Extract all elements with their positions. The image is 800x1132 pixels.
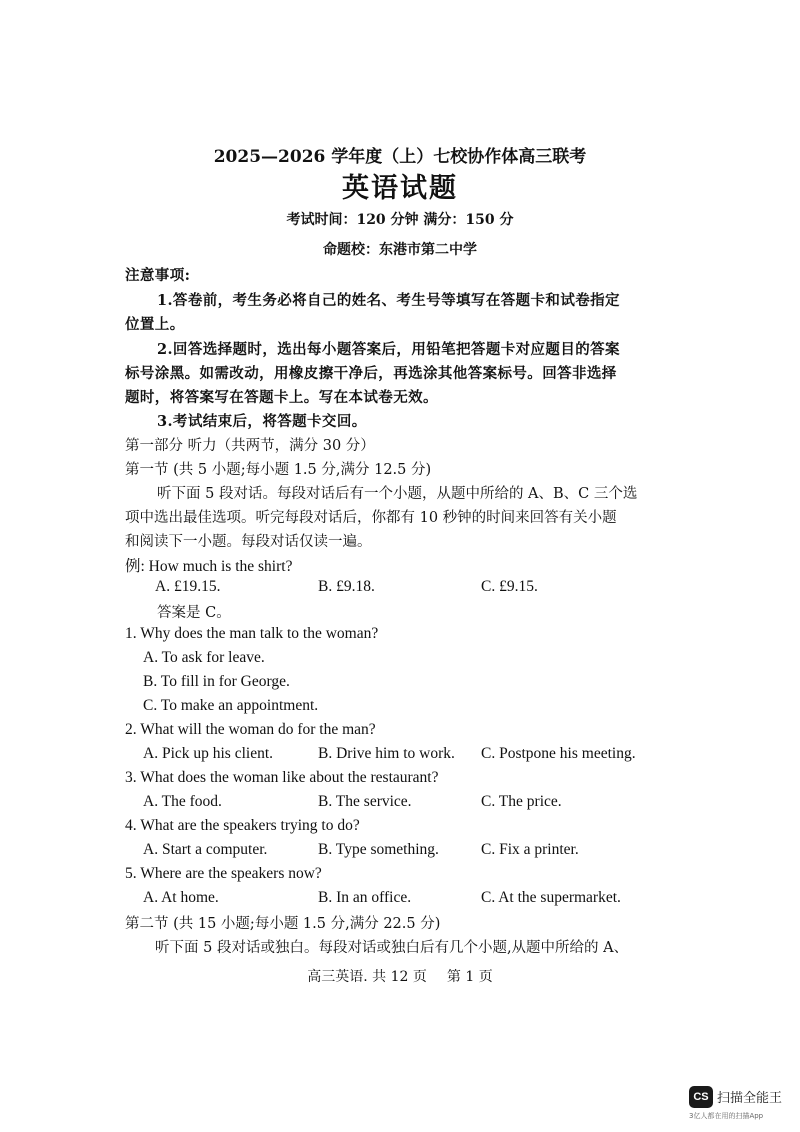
example-option-c: C. £9.15. — [481, 578, 538, 595]
q3-option-c: C. The price. — [481, 793, 562, 810]
example-answer: 答案是 C。 — [157, 605, 231, 621]
q2-option-a: A. Pick up his client. — [143, 745, 274, 762]
footer-page-number: 第 1 页 — [446, 969, 493, 985]
q1-option-c: C. To make an appointment. — [143, 697, 319, 714]
notice-line: 1.答卷前，考生务必将自己的姓名、考生号等填写在答题卡和试卷指定 — [157, 292, 620, 309]
notice-line: 2.回答选择题时，选出每小题答案后，用铅笔把答题卡对应题目的答案 — [157, 341, 620, 358]
notice-heading: 注意事项: — [125, 267, 191, 284]
watermark-tagline: 3亿人都在用的扫描App — [689, 1112, 764, 1120]
q1-option-b: B. To fill in for George. — [143, 673, 290, 690]
camscanner-logo-icon: CS — [689, 1086, 713, 1108]
exam-info: 考试时间：120 分钟 满分：150 分 — [286, 212, 514, 228]
q4-option-c: C. Fix a printer. — [481, 841, 579, 858]
q3-option-a: A. The food. — [143, 793, 222, 810]
exam-title: 2025—2026 学年度（上）七校协作体高三联考 — [213, 147, 587, 167]
question-3: 3. What does the woman like about the restaurant? — [125, 769, 439, 786]
notice-line: 标号涂黑。如需改动，用橡皮擦干净后，再选涂其他答案标号。回答非选择 — [125, 365, 617, 382]
q4-option-b: B. Type something. — [318, 841, 439, 858]
question-1: 1. Why does the man talk to the woman? — [125, 625, 379, 642]
question-4: 4. What are the speakers trying to do? — [125, 817, 360, 834]
q4-option-a: A. Start a computer. — [143, 841, 268, 858]
watermark-app-name: 扫描全能王 — [717, 1091, 783, 1106]
page-footer — [0, 966, 800, 986]
example-question: 例: How much is the shirt? — [125, 558, 293, 575]
question-5: 5. Where are the speakers now? — [125, 865, 322, 882]
section1-instruction: 听下面 5 段对话。每段对话后有一个小题，从题中所给的 A、B、C 三个选 — [157, 486, 638, 502]
subject-title: 英语试题 — [342, 173, 458, 204]
section2-instruction: 听下面 5 段对话或独白。每段对话或独白后有几个小题,从题中所给的 A、 — [155, 940, 629, 956]
part1-heading: 第一部分 听力（共两节，满分 30 分） — [125, 438, 375, 454]
section1-instruction: 和阅读下一小题。每段对话仅读一遍。 — [125, 534, 372, 550]
notice-line: 题时，将答案写在答题卡上。写在本试卷无效。 — [125, 389, 438, 406]
example-option-a: A. £19.15. — [155, 578, 221, 595]
setter-school: 命题校：东港市第二中学 — [323, 242, 477, 258]
notice-line: 位置上。 — [125, 316, 185, 333]
section1-heading: 第一节 (共 5 小题;每小题 1.5 分,满分 12.5 分) — [125, 462, 432, 478]
q2-option-b: B. Drive him to work. — [318, 745, 455, 762]
section2-heading: 第二节 (共 15 小题;每小题 1.5 分,满分 22.5 分) — [125, 916, 441, 932]
example-option-b: B. £9.18. — [318, 578, 375, 595]
footer-subject-pages: 高三英语. 共 12 页 — [307, 969, 427, 985]
q1-option-a: A. To ask for leave. — [143, 649, 265, 666]
q5-option-b: B. In an office. — [318, 889, 412, 906]
q5-option-a: A. At home. — [143, 889, 219, 906]
question-2: 2. What will the woman do for the man? — [125, 721, 376, 738]
q3-option-b: B. The service. — [318, 793, 412, 810]
section1-instruction: 项中选出最佳选项。听完每段对话后，你都有 10 秒钟的时间来回答有关小题 — [125, 510, 617, 526]
notice-line: 3.考试结束后，将答题卡交回。 — [157, 413, 367, 430]
q5-option-c: C. At the supermarket. — [481, 889, 621, 906]
q2-option-c: C. Postpone his meeting. — [481, 745, 636, 762]
camscanner-watermark — [689, 1084, 797, 1124]
